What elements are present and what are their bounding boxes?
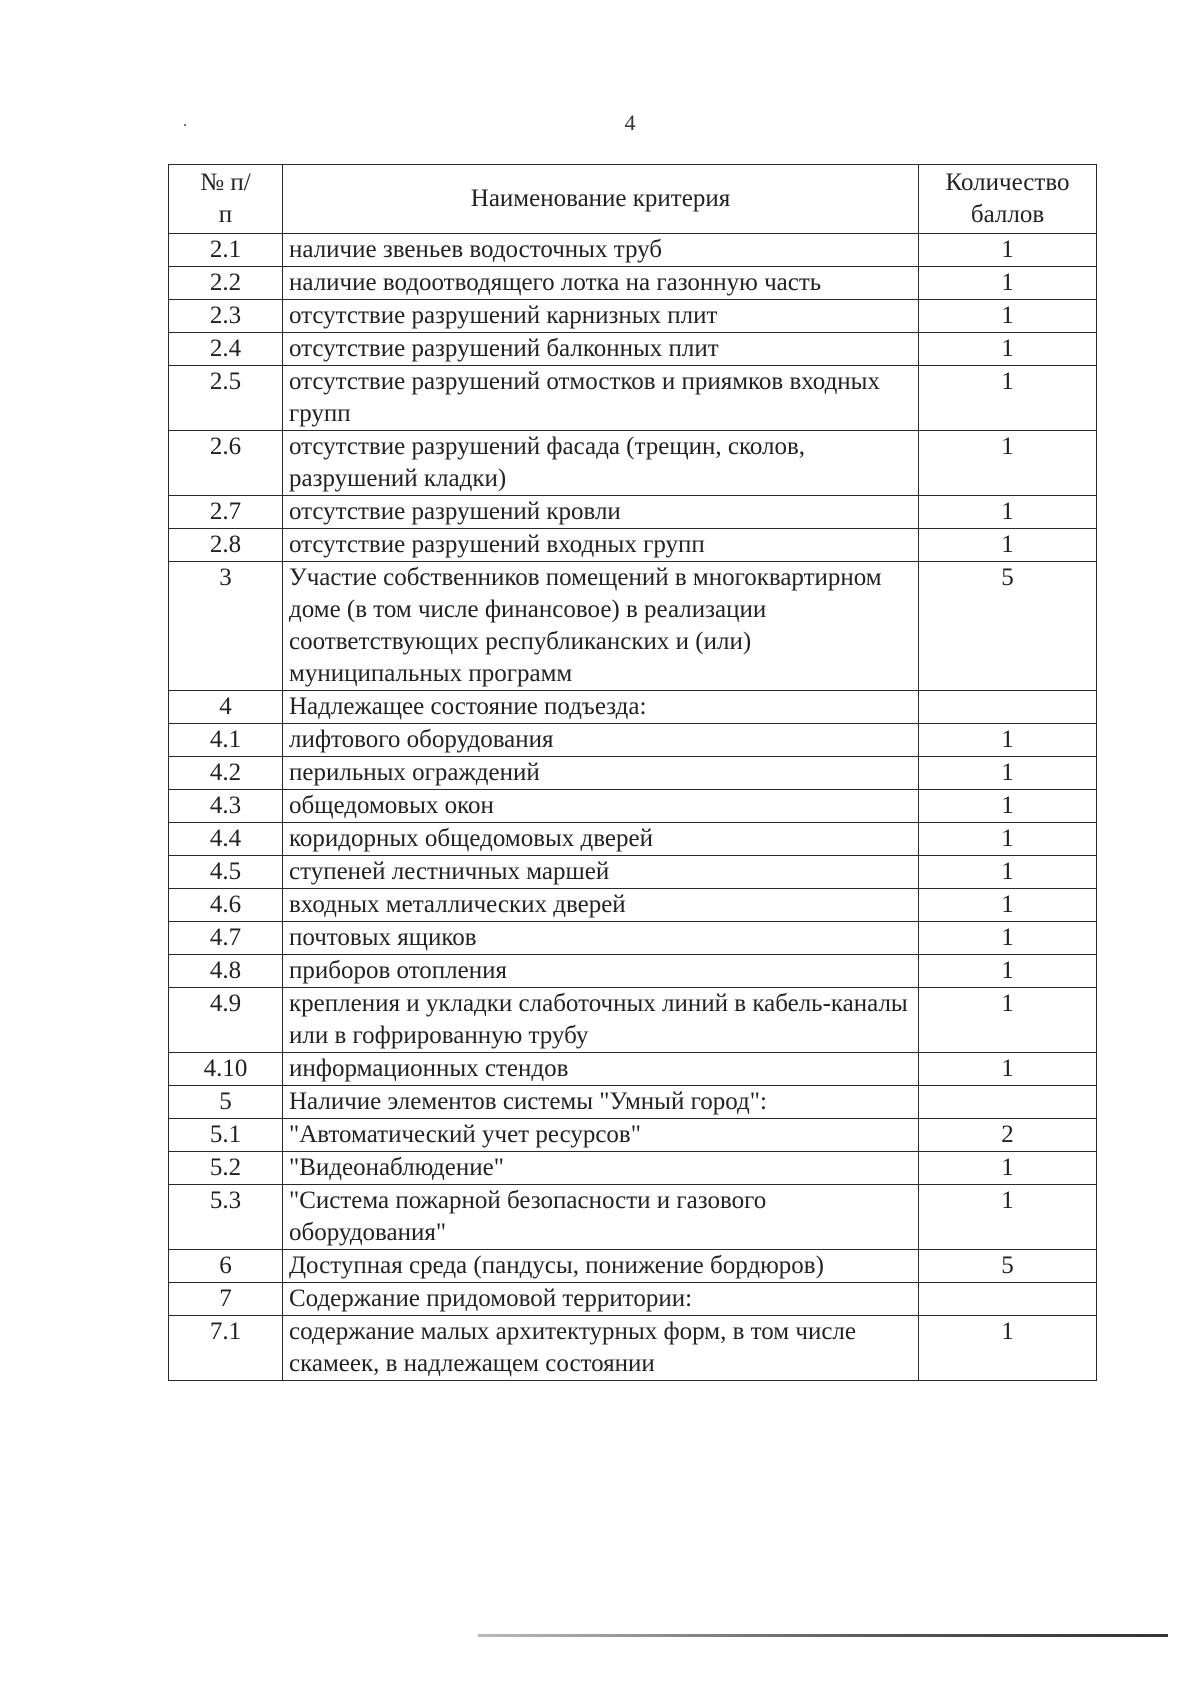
table-row bbox=[169, 1053, 1097, 1086]
row-criterion-name: отсутствие разрушений фасада (трещин, сколов, разрушений кладки) bbox=[283, 431, 919, 496]
row-criterion-name: информационных стендов bbox=[283, 1053, 919, 1086]
row-criterion-name: "Видеонаблюдение" bbox=[283, 1152, 919, 1185]
row-points: 5 bbox=[919, 1250, 1097, 1283]
header-points-label: Количество баллов bbox=[945, 169, 1070, 228]
row-number: 7 bbox=[169, 1283, 283, 1316]
table-row bbox=[169, 1152, 1097, 1185]
table-row bbox=[169, 922, 1097, 955]
row-number: 4 bbox=[169, 691, 283, 724]
table-row bbox=[169, 267, 1097, 300]
row-number: 7.1 bbox=[169, 1316, 283, 1381]
row-points: 1 bbox=[919, 889, 1097, 922]
table-row bbox=[169, 1250, 1097, 1283]
row-points: 1 bbox=[919, 1053, 1097, 1086]
row-criterion-name: общедомовых окон bbox=[283, 790, 919, 823]
row-points: 1 bbox=[919, 529, 1097, 562]
row-criterion-name: Содержание придомовой территории: bbox=[283, 1283, 919, 1316]
row-number: 4.2 bbox=[169, 757, 283, 790]
table-row bbox=[169, 1119, 1097, 1152]
row-number: 5.3 bbox=[169, 1185, 283, 1250]
row-points: 1 bbox=[919, 790, 1097, 823]
table-row bbox=[169, 757, 1097, 790]
table-header-row bbox=[169, 165, 1097, 234]
table-row bbox=[169, 300, 1097, 333]
row-criterion-name: отсутствие разрушений входных групп bbox=[283, 529, 919, 562]
row-criterion-name: Доступная среда (пандусы, понижение бордюров) bbox=[283, 1250, 919, 1283]
table-row bbox=[169, 724, 1097, 757]
scan-speck bbox=[184, 124, 186, 126]
page-number: 4 bbox=[624, 110, 636, 135]
row-criterion-name: входных металлических дверей bbox=[283, 889, 919, 922]
row-criterion-name: отсутствие разрушений отмостков и приямков входных групп bbox=[283, 366, 919, 431]
table-body bbox=[169, 234, 1097, 1381]
row-criterion-name: коридорных общедомовых дверей bbox=[283, 823, 919, 856]
row-criterion-name: ступеней лестничных маршей bbox=[283, 856, 919, 889]
row-points: 2 bbox=[919, 1119, 1097, 1152]
table-row bbox=[169, 562, 1097, 691]
row-points: 1 bbox=[919, 366, 1097, 431]
table-row bbox=[169, 431, 1097, 496]
row-number: 2.4 bbox=[169, 333, 283, 366]
table-row bbox=[169, 333, 1097, 366]
row-points: 1 bbox=[919, 856, 1097, 889]
table-row bbox=[169, 529, 1097, 562]
criteria-table bbox=[168, 164, 1097, 1381]
row-criterion-name: почтовых ящиков bbox=[283, 922, 919, 955]
row-criterion-name: наличие водоотводящего лотка на газонную часть bbox=[283, 267, 919, 300]
row-criterion-name: "Автоматический учет ресурсов" bbox=[283, 1119, 919, 1152]
table-row bbox=[169, 366, 1097, 431]
row-points: 1 bbox=[919, 1316, 1097, 1381]
row-points: 1 bbox=[919, 757, 1097, 790]
row-criterion-name: отсутствие разрушений кровли bbox=[283, 496, 919, 529]
row-points: 1 bbox=[919, 823, 1097, 856]
table-row bbox=[169, 955, 1097, 988]
row-criterion-name: отсутствие разрушений карнизных плит bbox=[283, 300, 919, 333]
row-points: 1 bbox=[919, 1152, 1097, 1185]
row-number: 4.4 bbox=[169, 823, 283, 856]
row-criterion-name: отсутствие разрушений балконных плит bbox=[283, 333, 919, 366]
table-row bbox=[169, 790, 1097, 823]
row-number: 4.9 bbox=[169, 988, 283, 1053]
row-number: 4.7 bbox=[169, 922, 283, 955]
row-points: 1 bbox=[919, 333, 1097, 366]
row-criterion-name: приборов отопления bbox=[283, 955, 919, 988]
row-number: 2.1 bbox=[169, 234, 283, 267]
table-row bbox=[169, 856, 1097, 889]
footer-rule bbox=[478, 1634, 1168, 1637]
row-criterion-name: Наличие элементов системы "Умный город": bbox=[283, 1086, 919, 1119]
header-points bbox=[919, 165, 1097, 234]
table-row bbox=[169, 823, 1097, 856]
row-criterion-name: Надлежащее состояние подъезда: bbox=[283, 691, 919, 724]
row-number: 4.5 bbox=[169, 856, 283, 889]
row-number: 2.2 bbox=[169, 267, 283, 300]
table-row bbox=[169, 1185, 1097, 1250]
row-points: 1 bbox=[919, 431, 1097, 496]
table-row bbox=[169, 234, 1097, 267]
row-criterion-name: крепления и укладки слаботочных линий в кабель-каналы или в гофрированную трубу bbox=[283, 988, 919, 1053]
row-points: 1 bbox=[919, 955, 1097, 988]
row-points: 1 bbox=[919, 496, 1097, 529]
row-number: 6 bbox=[169, 1250, 283, 1283]
row-number: 4.1 bbox=[169, 724, 283, 757]
header-number bbox=[169, 165, 283, 234]
row-criterion-name: перильных ограждений bbox=[283, 757, 919, 790]
table-row bbox=[169, 1086, 1097, 1119]
row-number: 4.10 bbox=[169, 1053, 283, 1086]
row-points: 1 bbox=[919, 922, 1097, 955]
row-number: 5.1 bbox=[169, 1119, 283, 1152]
row-points: 1 bbox=[919, 724, 1097, 757]
row-points: 5 bbox=[919, 562, 1097, 691]
table-row bbox=[169, 691, 1097, 724]
row-number: 2.6 bbox=[169, 431, 283, 496]
table-row bbox=[169, 1283, 1097, 1316]
header-criterion-name: Наименование критерия bbox=[283, 165, 919, 234]
row-number: 2.8 bbox=[169, 529, 283, 562]
row-number: 3 bbox=[169, 562, 283, 691]
row-number: 4.3 bbox=[169, 790, 283, 823]
table-row bbox=[169, 496, 1097, 529]
row-number: 5 bbox=[169, 1086, 283, 1119]
row-number: 4.6 bbox=[169, 889, 283, 922]
table-row bbox=[169, 1316, 1097, 1381]
row-points bbox=[919, 1283, 1097, 1316]
row-points: 1 bbox=[919, 234, 1097, 267]
row-number: 2.3 bbox=[169, 300, 283, 333]
row-criterion-name: Участие собственников помещений в многоквартирном доме (в том числе финансовое) в реализации соответствующих республиканских и (или) муниципальных программ bbox=[283, 562, 919, 691]
row-criterion-name: лифтового оборудования bbox=[283, 724, 919, 757]
row-number: 2.5 bbox=[169, 366, 283, 431]
table-row bbox=[169, 889, 1097, 922]
row-points bbox=[919, 1086, 1097, 1119]
table-row bbox=[169, 988, 1097, 1053]
row-number: 4.8 bbox=[169, 955, 283, 988]
row-points: 1 bbox=[919, 267, 1097, 300]
row-points: 1 bbox=[919, 1185, 1097, 1250]
row-points: 1 bbox=[919, 988, 1097, 1053]
row-criterion-name: наличие звеньев водосточных труб bbox=[283, 234, 919, 267]
row-points: 1 bbox=[919, 300, 1097, 333]
row-points bbox=[919, 691, 1097, 724]
header-number-label: № п/п bbox=[200, 169, 251, 228]
row-number: 5.2 bbox=[169, 1152, 283, 1185]
row-criterion-name: содержание малых архитектурных форм, в том числе скамеек, в надлежащем состоянии bbox=[283, 1316, 919, 1381]
row-number: 2.7 bbox=[169, 496, 283, 529]
row-criterion-name: "Система пожарной безопасности и газового оборудования" bbox=[283, 1185, 919, 1250]
